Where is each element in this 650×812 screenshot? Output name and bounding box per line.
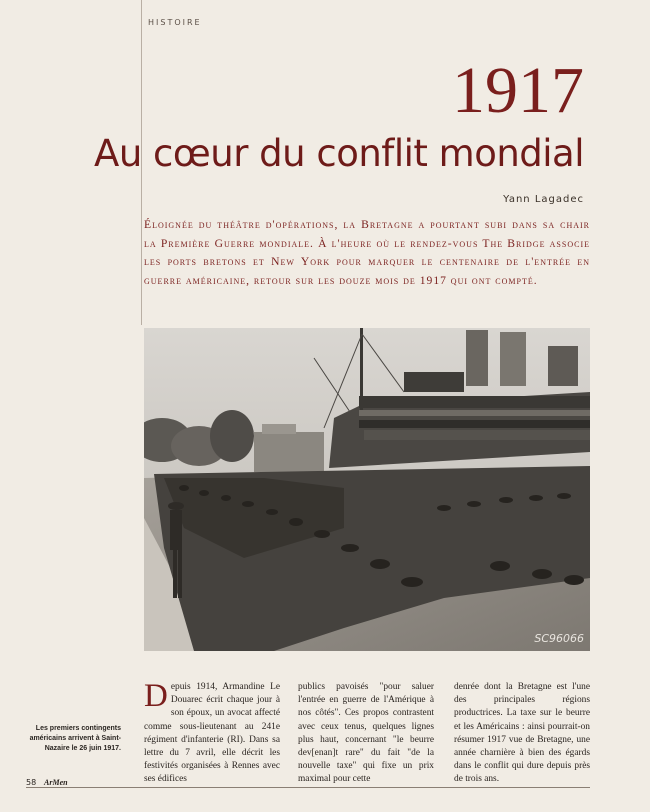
magazine-name: ArMen [44, 778, 68, 787]
article-body [144, 678, 590, 785]
page-number: 58 [26, 778, 37, 787]
body-column-3: denrée dont la Bretagne est l'une des principales régions productrices. La taxe sur le beurre et les Américains : ainsi pourrait-on résumer 1917 vue de Bretagne, une année charnière à bien des égards dans le conflit qui dure depuis près de trois ans. [454, 682, 590, 785]
body-text-1: epuis 1914, Armandine Le Douarec écrit chaque jour à son époux, un avocat affecté comme sous-lieutenant au 241e régiment d'infanterie (RI). Dans sa lettre du 7 avril, elle décrit les festivités organisées à Rennes avec ses édifices [144, 682, 280, 785]
drop-cap: D [144, 678, 168, 714]
photo-serial: SC96066 [534, 632, 584, 645]
photo-caption: Les premiers contingents américains arrivent à Saint-Nazaire le 26 juin 1917. [29, 725, 121, 752]
lead-paragraph: Éloignée du théâtre d'opérations, la Bretagne a pourtant subi dans sa chair la Première Guerre mondiale. À l'heure où le rendez-vous The Bridge associe les ports bretons et New York pour marquer le centenaire de l'entrée en guerre américaine, retour sur les douze mois de 1917 qui ont compté. [144, 218, 590, 287]
author-name: Yann Lagadec [503, 194, 584, 205]
section-label: HISTOIRE [148, 18, 202, 27]
body-column-2: publics pavoisés "pour saluer l'entrée en guerre de l'Amérique à nos côtés". Ces propos contrastent avec ceux tenus, quelques lignes plus haut, concernant "le beurre dev[enan]t rare" du fait "de la nouvelle taxe" qui fixe un prix maximal pour cette [298, 682, 434, 785]
historical-photo [144, 328, 590, 651]
footer-rule [26, 787, 590, 788]
title-year: 1917 [452, 54, 584, 127]
title-subtitle: Au cœur du conflit mondial [94, 132, 584, 175]
body-column-1 [144, 678, 280, 787]
